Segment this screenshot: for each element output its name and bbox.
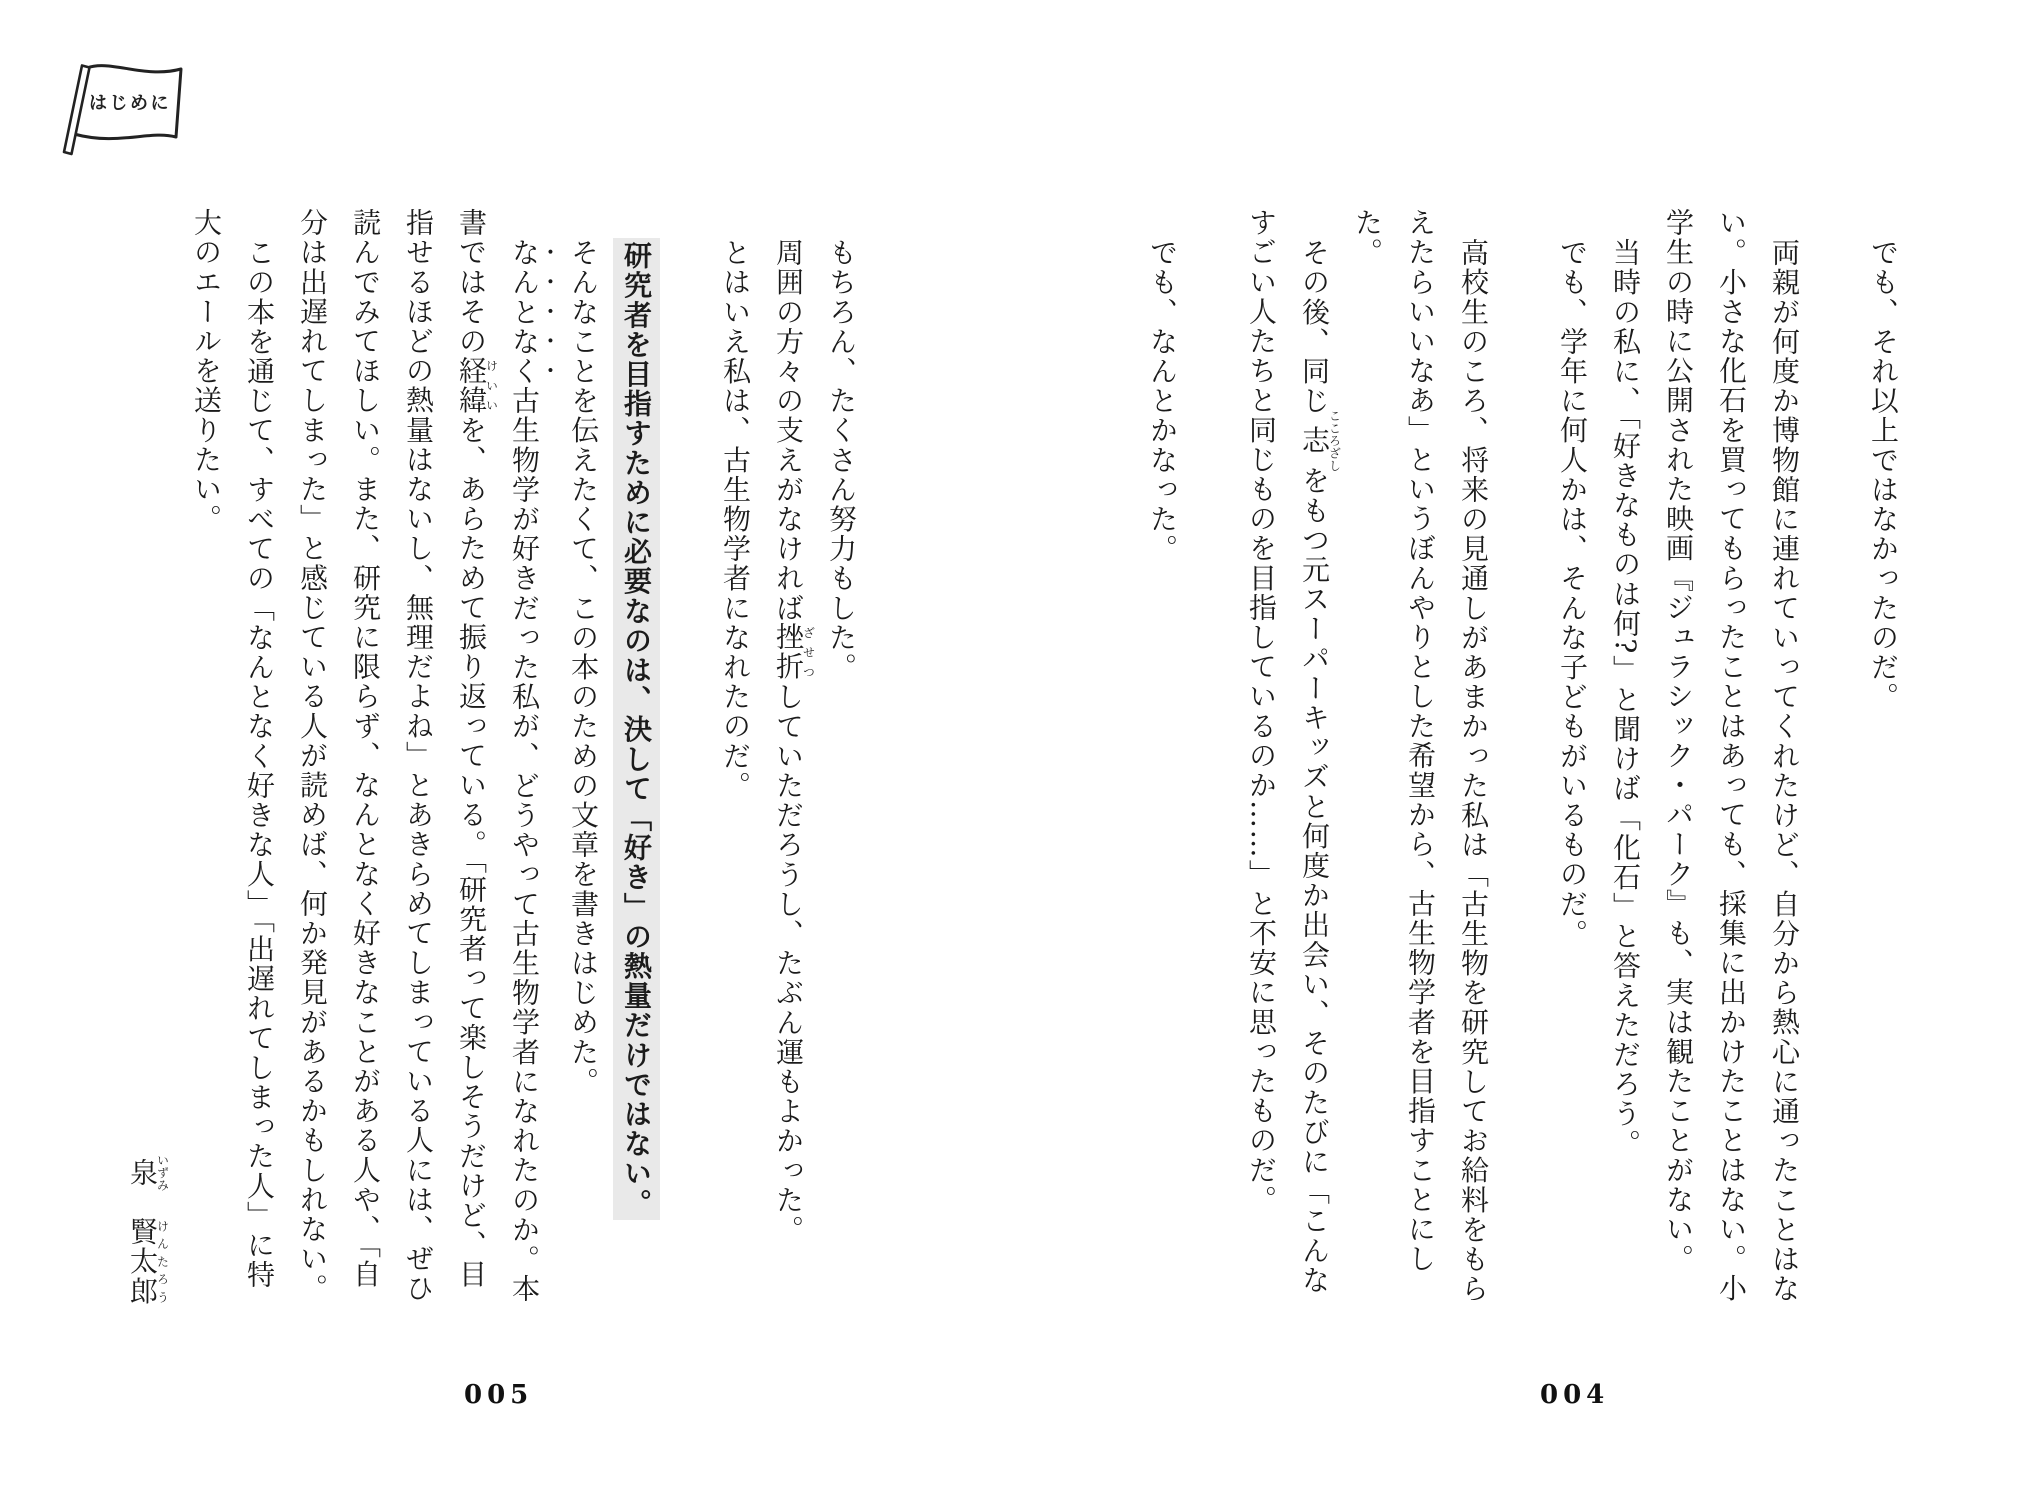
ruby-annotated-text: 挫折ざせつ	[772, 622, 816, 682]
ruby-annotated-text: 経緯けいい	[455, 356, 499, 416]
lead-paragraph	[610, 208, 663, 1306]
page-005-text	[116, 208, 868, 1306]
ruby-annotated-text: 志こころざし	[1298, 409, 1342, 472]
paragraph: もちろん、たくさん努力もした。	[825, 237, 858, 682]
highlighted-text: 研究者を目指すために必要なのは、決して「好き」の熱量だけではない。	[613, 238, 660, 1221]
flag-label: はじめに	[89, 93, 171, 114]
author-signature	[116, 208, 169, 1306]
paragraph: そんなことを伝えたくて、この本のための文章を書きはじめた。	[567, 237, 600, 1096]
paragraph: でも、学年に何人かは、そんな子どもがいるものだ。	[1556, 237, 1589, 948]
emphasis-dotted-text: なんとなく	[508, 237, 541, 386]
paragraph: 当時の私に、「好きなものは何?」と聞けば「化石」と答えただろう。	[1609, 237, 1642, 1158]
paragraph: でも、なんとかなった。	[1146, 237, 1179, 564]
paragraph: 両親が何度か博物館に連れていってくれたけど、自分から熱心に通ったことはない。小さな化石を買ってもらったことはあっても、採集に出かけたことはない。小学生の時に公開された映画『ジュラシック・パーク』も、実は観たことがない。	[1662, 208, 1801, 1304]
page-number-005: 005	[464, 1380, 534, 1410]
paragraph: とはいえ私は、古生物学者になれたのだ。	[719, 237, 752, 800]
paragraph: 高校生のころ、将来の見通しがあまかった私は「古生物を研究してお給料をもらえたらいいなあ」というぼんやりとした希望から、古生物学者を目指すことにした。	[1351, 208, 1490, 1304]
ruby-annotated-text: 賢太郎けんたろう	[126, 1217, 170, 1306]
paragraph: なんとなく古生物学が好きだった私が、どうやって古生物学者になれたのか。本書ではその経緯けいいを、あらためて振り返っている。「研究者って楽しそうだけど、目指せるほどの熱量はないし、無理だよね」とあきらめてしまっている人には、ぜひ読んでみてほしい。また、研究に限らず、なんとなく好きなことがある人や、「自分は出遅れてしまった」と感じている人が読めば、何か発見があるかもしれない。	[296, 208, 541, 1304]
page-004-text	[1136, 208, 1910, 1306]
paragraph: その後、同じ志こころざしをもつ元スーパーキッズと何度か出会い、そのたびに「こんなすごい人たちと同じものを目指しているのか……」と不安に思ったものだ。	[1245, 208, 1342, 1295]
paragraph: でも、それ以上ではなかったのだ。	[1867, 237, 1900, 712]
hajimeni-flag-icon	[30, 32, 205, 167]
paragraph: この本を通じて、すべての「なんとなく好きな人」「出遅れてしまった人」に特大のエールを送りたい。	[190, 208, 276, 1290]
paragraph: 周囲の方々の支えがなければ挫折ざせつしていただろうし、たぶん運もよかった。	[772, 237, 816, 1245]
ruby-annotated-text: 泉いずみ	[126, 1154, 170, 1192]
page-number-004: 004	[1540, 1380, 1610, 1410]
